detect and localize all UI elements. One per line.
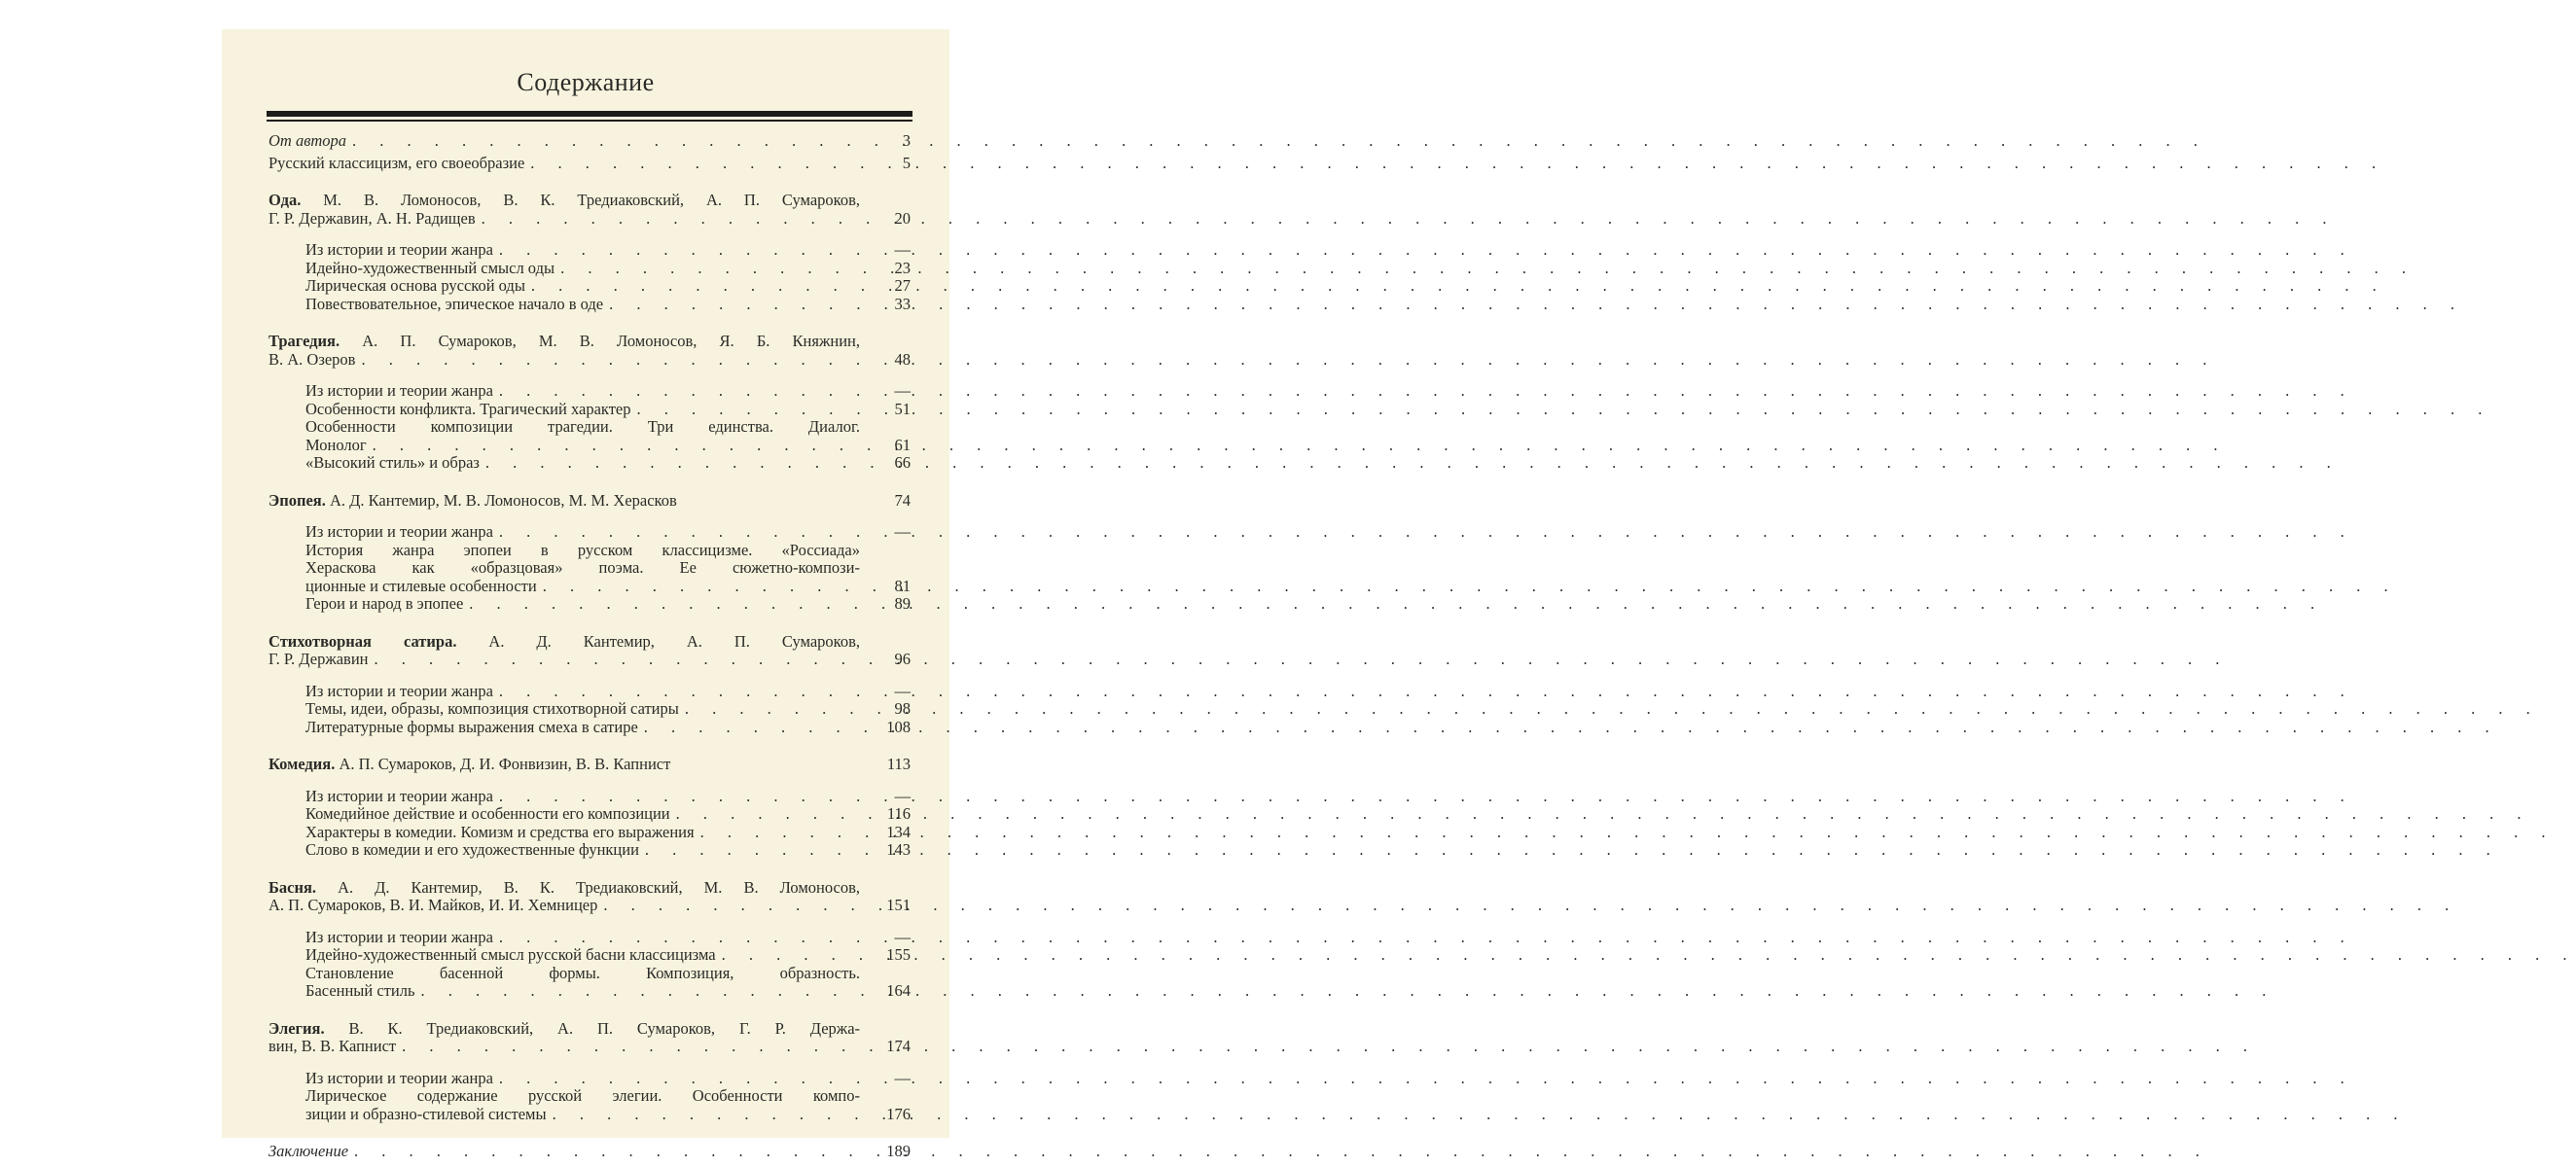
toc-page-number: 89 [894,594,911,613]
dot-leader [639,841,860,860]
toc-subentry [305,382,911,401]
dot-leader [476,210,860,229]
dot-leader [493,1070,860,1088]
dot-leader [597,897,860,915]
toc-page-number: — [894,522,911,541]
toc-entry-title: Русский классицизм, его своеобразие [268,153,525,172]
toc-page-number: 155 [886,945,911,964]
page-title: Содержание [517,68,655,96]
dot-leader [537,578,860,596]
toc-section-heading [268,492,911,511]
toc-section-heading [268,1020,911,1056]
toc-page-number: 174 [886,1037,911,1055]
dot-leader [716,946,860,965]
toc-subentry [305,788,911,806]
toc-page-number: 98 [894,699,911,718]
authors-list: А. Д. Кантемир, М. В. Ломоносов, М. М. Херасков [329,490,677,510]
toc-subentry [305,824,911,842]
toc-subentry-line: Из истории и теории жанра [305,381,493,400]
toc-subentry [305,454,911,473]
dot-leader [695,824,860,842]
toc-page-number: 134 [886,822,911,841]
genre-name: Элегия. [268,1018,325,1038]
toc-page-number: — [894,681,911,700]
dot-leader [493,241,860,260]
toc-subentry-line: История жанра эпопеи в русском классицизме. «Россиада» [305,540,860,559]
dot-leader [638,719,860,737]
dot-leader [603,296,860,314]
dot-leader [348,1143,860,1161]
toc-page-number: 5 [902,153,911,172]
toc-page-number: 96 [894,650,911,668]
toc-subentry [305,241,911,260]
toc-section-heading [268,756,911,774]
toc-subentry [305,700,911,719]
toc-section [268,1020,911,1124]
toc-subentry-line: Литературные формы выражения смеха в сатире [305,717,638,736]
toc-subentry-line: Слово в комедии и его художественные функции [305,840,639,859]
genre-name: Трагедия. [268,332,340,350]
toc-page-number: 81 [894,576,911,595]
table-of-contents [268,132,911,1161]
toc-subentry-line: Из истории и теории жанра [305,927,493,946]
dot-leader [525,277,860,296]
toc-heading-line [268,333,911,351]
dot-leader [493,523,860,542]
toc-subentry-line: Темы, идеи, образы, композиция стихотворной сатиры [305,699,679,718]
toc-subentry-line: Повествовательное, эпическое начало в оде [305,294,604,313]
dot-leader [396,1038,860,1056]
toc-heading-line [268,633,911,652]
toc-subentry [305,296,911,314]
genre-name: Стихотворная сатира. [268,631,457,651]
toc-subentry-line: ционные и стилевые особенности [305,576,537,595]
toc-page-number: 108 [886,717,911,736]
toc-page-number: — [894,786,911,805]
toc-subentry-line: зиции и образно-стилевой системы [305,1104,547,1123]
toc-subentry-line: Из истории и теории жанра [305,786,493,805]
toc-section [268,333,911,473]
toc-subentry-line: Монолог [305,435,367,454]
dot-leader [493,382,860,401]
toc-entry [268,132,911,151]
toc-subentry-line: Из истории и теории жанра [305,1068,493,1087]
toc-page-number: — [894,381,911,400]
toc-entry [268,1143,911,1161]
dot-leader [630,401,860,419]
toc-page-number: 61 [894,435,911,454]
dot-leader [493,788,860,806]
toc-section [268,879,911,1001]
toc-section [268,756,911,860]
toc-section-heading [268,879,911,915]
dot-leader [369,651,861,669]
toc-heading-line [268,879,911,898]
toc-subentry-line: Лирическая основа русской оды [305,276,525,295]
authors-list: В. А. Озеров [268,349,356,369]
toc-entry-title: От автора [268,131,347,150]
toc-page-number: 48 [894,349,911,369]
toc-section-heading [268,333,911,369]
authors-list: вин, В. В. Капнист [268,1037,397,1055]
dot-leader [367,437,860,455]
toc-page-number: — [894,1068,911,1087]
toc-subentry [305,683,911,701]
dot-leader [480,454,860,473]
toc-section-heading [268,192,911,228]
dot-leader [524,155,860,173]
toc-heading-line [268,756,670,774]
toc-page-number: 3 [902,131,911,150]
toc-subentry-line: Из истории и теории жанра [305,240,493,259]
toc-subentry [305,523,911,542]
toc-entry-title: Заключение [268,1142,349,1160]
toc-page-number: 33 [894,294,911,313]
toc-subentry [305,277,911,296]
toc-heading-line [268,1020,911,1039]
toc-subentry [305,929,911,947]
dot-leader [493,929,860,947]
toc-subentry-line: Особенности композиции трагедии. Три единства. Диалог. [305,417,860,436]
authors-list: В. К. Тредиаковский, А. П. Сумароков, Г. Р. Держа- [348,1018,861,1038]
dot-leader [547,1106,860,1124]
genre-name: Эпопея. [268,490,326,510]
toc-page-number: 20 [894,208,911,228]
toc-page-number: 113 [886,755,911,773]
toc-subentry [305,260,911,278]
authors-list: А. П. Сумароков, М. В. Ломоносов, Я. Б. Княжнин, [362,332,860,350]
title-rule-thick [267,111,912,117]
toc-subentry [305,542,911,596]
toc-page-number: 51 [894,399,911,418]
toc-subentry-line: Особенности конфликта. Трагический характер [305,399,631,418]
authors-list: М. В. Ломоносов, В. К. Тредиаковский, А. П. Сумароков, [323,191,860,209]
toc-subentry [305,1070,911,1088]
toc-subentry [305,1087,911,1123]
toc-subentry-line: «Высокий стиль» и образ [305,453,480,472]
toc-page-number: 143 [886,840,911,859]
toc-page-number: — [894,240,911,259]
toc-subentry-line: Из истории и теории жанра [305,522,493,541]
dot-leader [679,700,860,719]
toc-heading-line [268,492,677,511]
authors-list: Г. Р. Державин, А. Н. Радищев [268,208,476,228]
toc-page-number: 189 [886,1142,911,1160]
toc-page-number: 66 [894,453,911,472]
toc-page-number: 116 [886,804,911,823]
dot-leader [555,260,860,278]
toc-subentry [305,805,911,824]
authors-list: А. П. Сумароков, Д. И. Фонвизин, В. В. Капнист [339,755,671,773]
toc-subentry-line: Из истории и теории жанра [305,681,493,700]
genre-name: Ода. [268,191,302,209]
authors-list: Г. Р. Державин [268,650,369,668]
toc-subentry-line: Герои и народ в эпопее [305,594,464,613]
toc-subentry [305,401,911,419]
toc-subentry-line: Лирическое содержание русской элегии. Особенности компо- [305,1086,860,1105]
toc-subentry [305,946,911,965]
dot-leader [346,132,860,151]
toc-page-number: 151 [886,896,911,914]
dot-leader [355,351,860,370]
toc-subentry-line: Хераскова как «образцовая» поэма. Ее сюжетно-компози- [305,558,860,577]
toc-subentry-line: Басенный стиль [305,981,415,1000]
authors-list: А. Д. Кантемир, А. П. Сумароков, [488,631,860,651]
toc-section [268,492,911,614]
toc-subentry [305,595,911,614]
toc-page-number: 164 [886,981,911,1000]
toc-conclusion [268,1143,911,1161]
toc-entry [268,155,911,173]
toc-section-heading [268,633,911,669]
genre-name: Басня. [268,877,317,897]
toc-page-number: — [894,927,911,946]
book-page [222,29,949,1160]
toc-subentry-line: Характеры в комедии. Комизм и средства его выражения [305,822,695,841]
toc-page-number: 23 [894,258,911,277]
toc-page-number: 176 [886,1104,911,1123]
toc-subentry [305,418,911,454]
toc-subentry-line: Становление басенной формы. Композиция, образность. [305,963,860,982]
toc-heading-line [268,192,911,210]
toc-subentry [305,841,911,860]
title-rule-thin [267,120,912,122]
toc-page-number: 74 [894,490,911,510]
dot-leader [493,683,860,701]
authors-list: А. П. Сумароков, В. И. Майков, И. И. Хемницер [268,896,598,914]
toc-subentry [305,719,911,737]
toc-subentry-line: Идейно-художественный смысл оды [305,258,555,277]
toc-section [268,633,911,737]
authors-list: А. Д. Кантемир, В. К. Тредиаковский, М. В. Ломоносов, [338,877,860,897]
toc-section [268,192,911,313]
dot-leader [670,805,860,824]
toc-subentry [305,965,911,1001]
toc-intro [268,132,911,172]
genre-name: Комедия. [268,755,336,773]
dot-leader [414,982,860,1001]
toc-subentry-line: Комедийное действие и особенности его композиции [305,804,670,823]
dot-leader [463,595,860,614]
toc-page-number: 27 [894,276,911,295]
toc-subentry-line: Идейно-художественный смысл русской басни классицизма [305,945,716,964]
